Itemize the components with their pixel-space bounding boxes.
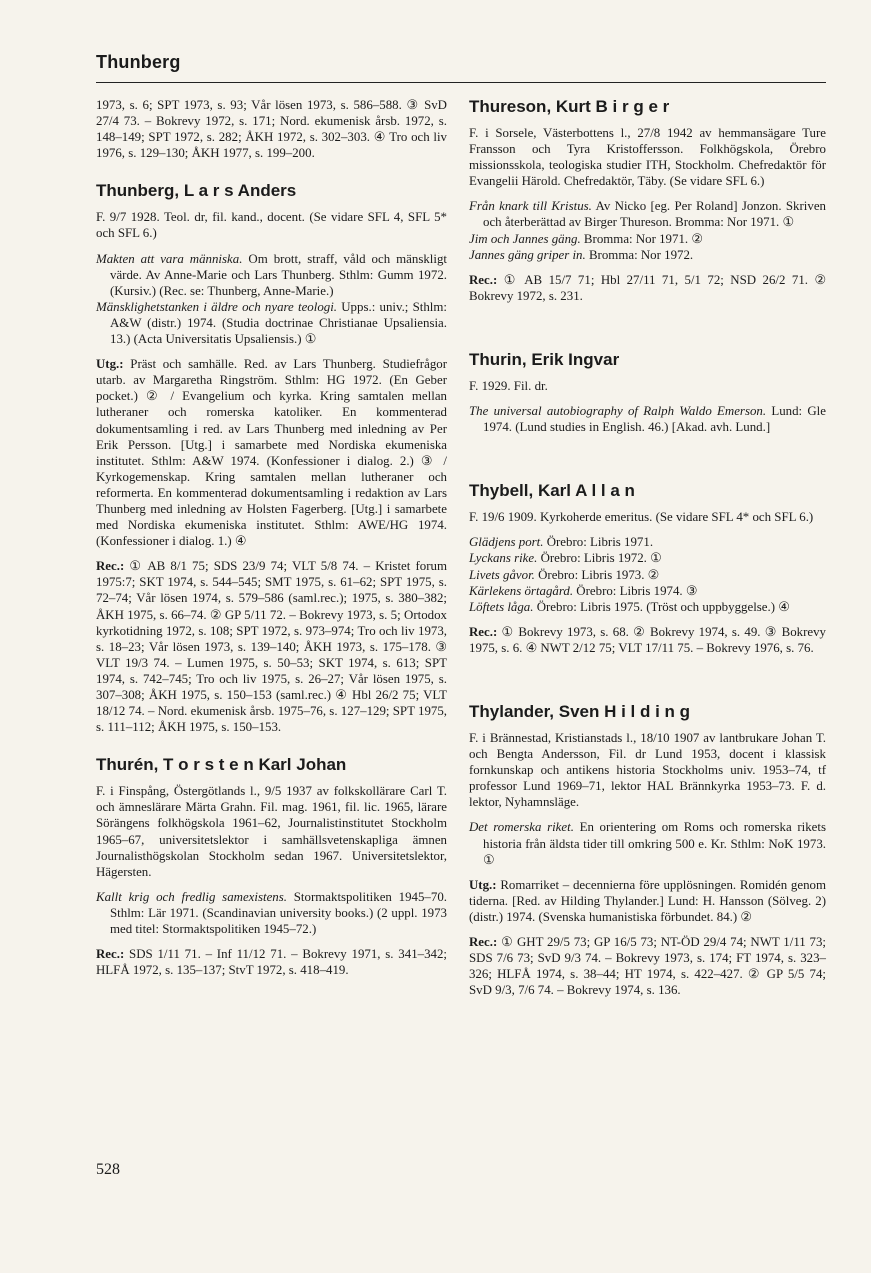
rec-text: ① Bokrevy 1973, s. 68. ② Bokrevy 1974, s. 49. ③ Bokrevy 1975, s. 6. ④ NWT 2/12 75; VLT 17/11 75. – Bokrevy 1976, s. 76.	[469, 624, 826, 655]
entry-thunberg-lars	[96, 181, 447, 735]
work-details: Upps.: univ.; Sthlm: A&W (distr.) 1974. (Studia doctrinae Christianae Upsaliensia. 13.) (Acta Universitatis Upsaliensis.) ①	[110, 299, 447, 347]
work-details: Örebro: Libris 1975. (Tröst och uppbyggelse.) ④	[533, 599, 790, 614]
rec-label: Rec.:	[96, 559, 125, 574]
continued-reviews: 1973, s. 6; SPT 1973, s. 93; Vår lösen 1973, s. 586–588. ③ SvD 27/4 73. – Bokrevy 1972, s. 171; Nord. ekumenisk årsb. 1972, s. 148–149; SPT 1972, s. 282; ÅKH 1972, s. 302–303. ④ Tro och liv 1976, s. 129–130; ÅKH 1977, s. 199–200.	[96, 98, 447, 161]
rec-label: Rec.:	[469, 935, 498, 949]
header-rule	[96, 82, 826, 83]
right-column	[469, 97, 826, 998]
entry-bio: F. 19/6 1909. Kyrkoherde emeritus. (Se vidare SFL 4* och SFL 6.)	[469, 510, 814, 525]
work-details: Örebro: Libris 1972. ①	[537, 551, 662, 566]
work-title: The universal autobiography of Ralph Waldo Emerson.	[469, 404, 767, 419]
work-details: Stormaktspolitiken 1945–70. Sthlm: Lär 1971. (Scandinavian university books.) (2 uppl. 1973 med titel: Stormaktspolitiken 1945–72.)	[110, 889, 447, 937]
running-head: Thunberg	[96, 52, 181, 72]
reviews-section	[96, 558, 447, 735]
work-item	[469, 819, 826, 867]
utg-text: Präst och samhälle. Red. av Lars Thunberg. Studiefrågor utarb. av Margaretha Ringström. Sthlm: HG 1972. (En Geber pocket.) ② / Evangelium och kyrka. Kring samtalen mellan lutheraner och romerska katoliker. En kommenterad dokumentsamling i red. av Lars Thunberg med inledning av Per Erik Persson. [Utg.] i samarbete med Nordiska ekumeniska institutet. Sthlm: A&W 1974. (Konfessioner i dialog. 2.) ③ / Kyrkogemenskap. Kring samtalen mellan lutheraner och reformerta. En kommenterad dokumentsamling i redaktion av Lars Thunberg med inledning av Holsten Fagerberg. [Utg.] i samarbete med Nordiska ekumeniska institutet. Sthlm: AWE/HG 1974. (Konfessioner i dialog. 1.) ④	[96, 357, 447, 549]
utg-label: Utg.:	[469, 877, 497, 892]
rec-text: ① AB 8/1 75; SDS 23/9 74; VLT 5/8 74. – Kristet forum 1975:7; SKT 1974, s. 544–545; SMT 1975, s. 61–62; SPT 1975, s. 72–74; Vår lösen 1974, s. 579–586 (saml.rec.); 1975, s. 380–382; ÅKH 1975, s. 66–74. ② GP 5/11 72. – Bokrevy 1973, s. 5; Ortodox kyrkotidning 1972, s. 108; SPT 1972, s. 973–974; Tro och liv 1973, s. 18–23; Vår lösen 1973, s. 139–140; ÅKH 1973, s. 175–178. ③ VLT 19/3 74. – Lumen 1975, s. 50–53; SKT 1974, s. 613; SPT 1974, s. 742–745; Tro och liv 1975, s. 26–27; Vår lösen 1975, s. 307–308; ÅKH 1975, s. 150–153 (saml.rec.) ④ Hbl 26/2 75; VLT 18/12 74. – Nord. ekumenisk årsb. 1975–76, s. 127–129; SPT 1975, s. 111–112; ÅKH 1975, s. 150–153.	[96, 559, 447, 735]
work-title: Från knark till Kristus.	[469, 199, 592, 214]
reviews-section	[469, 624, 826, 656]
entry-thybell	[469, 481, 826, 656]
entry-bio: F. i Sorsele, Västerbottens l., 27/8 1942 av hemmansägare Ture Fransson och Tyra Kristoffersson. Folkhögskola, Örebro missionsskola, teologiska studier ITH, Stockholm. Chefredaktör för Evangelii Härold. Chefredaktör, Täby. (Se vidare SFL 6.)	[469, 126, 826, 189]
work-details: Bromma: Nor 1972.	[585, 247, 694, 262]
left-column	[96, 97, 447, 978]
entry-heading: Thurin, Erik Ingvar	[469, 349, 620, 369]
work-title: Kärlekens örtagård.	[469, 583, 574, 598]
rec-text: ① GHT 29/5 73; GP 16/5 73; NT-ÖD 29/4 74; NWT 1/11 73; SDS 7/6 73; SvD 9/3 74. – Bokrevy 1973, s. 174; FT 1974, s. 323–326; HLFÅ 1974, s. 38–44; HT 1974, s. 422–427. ② GP 5/5 74; SvD 9/3, 7/6 74. – Bokrevy 1974, s. 136.	[469, 935, 826, 998]
work-item	[469, 567, 826, 583]
work-item	[96, 251, 447, 299]
work-details: Örebro: Libris 1971.	[543, 535, 654, 550]
work-title: Lyckans rike.	[469, 551, 538, 566]
entry-bio: F. i Brännestad, Kristianstads l., 18/10 1907 av lantbrukare Johan T. och Bengta Andersson, Fil. dr Lund 1953, docent i klassisk fornkunskap och antikens historia Stockholms univ. 1953–74, tf professor Lund 1969–71, lektor HAL Brännkyrka 1953–73. F. d. lektor, Nyhamnsläge.	[469, 730, 826, 810]
work-item	[96, 889, 447, 937]
work-details: Örebro: Libris 1973. ②	[534, 567, 660, 582]
utg-text: Romarriket – decennierna före upplösningen. Romidén genom tiderna. [Red. av Hilding Thylander.] Lund: H. Hansson (Sölveg. 2) (distr.) 1974. (Svenska humanistiska förbundet. 84.) ②	[469, 877, 826, 924]
reviews-section	[96, 946, 447, 978]
work-title: Löftets låga.	[469, 599, 534, 614]
work-item	[469, 231, 826, 247]
entry-bio: F. 9/7 1928. Teol. dr, fil. kand., docent. (Se vidare SFL 4, SFL 5* och SFL 6.)	[96, 210, 447, 241]
entry-heading: Thylander, Sven H i l d i n g	[469, 701, 691, 721]
work-title: Mänsklighetstanken i äldre och nyare teologi.	[96, 299, 338, 314]
entry-bio: F. 1929. Fil. dr.	[469, 378, 548, 393]
work-details: Lund: Gle 1974. (Lund studies in English. 46.) [Akad. avh. Lund.]	[483, 404, 826, 435]
entry-thureson	[469, 97, 826, 304]
rec-text: ① AB 15/7 71; Hbl 27/11 71, 5/1 72; NSD 26/2 71. ② Bokrevy 1972, s. 231.	[469, 272, 826, 303]
utg-label: Utg.:	[96, 357, 124, 372]
reviews-section	[469, 272, 826, 304]
work-title: Glädjens port.	[469, 535, 544, 550]
work-details: Av Nicko [eg. Per Roland] Jonzon. Skriven och återberättad av Birger Thureson. Bromma: Nor 1971. ①	[483, 199, 826, 230]
editor-section	[96, 356, 447, 549]
work-details: Örebro: Libris 1974. ③	[573, 583, 698, 598]
work-item	[469, 198, 826, 230]
work-title: Makten att vara människa.	[96, 251, 243, 266]
entry-heading: Thureson, Kurt B i r g e r	[469, 97, 670, 116]
rec-text: SDS 1/11 71. – Inf 11/12 71. – Bokrevy 1971, s. 341–342; HLFÅ 1972, s. 135–137; StvT 1972, s. 418–419.	[96, 947, 447, 978]
entry-thurin	[469, 350, 826, 435]
work-title: Jim och Jannes gäng.	[469, 231, 581, 246]
work-title: Det romerska riket.	[469, 820, 574, 835]
entry-heading: Thybell, Karl A l l a n	[469, 481, 635, 501]
work-details: Om brott, straff, våld och mänskligt värde. Av Anne-Marie och Lars Thunberg. Sthlm: Gumm 1972. (Kursiv.) (Rec. se: Thunberg, Anne-Marie.)	[110, 251, 447, 298]
entry-thylander	[469, 702, 826, 998]
entry-bio: F. i Finspång, Östergötlands l., 9/5 1937 av folkskollärare Carl T. och ämneslärare Märta Grahn. Fil. mag. 1961, fil. lic. 1965, lärare Sörängens folkhögskola 1961–62, Journalistinstitutet Stockholm 1965–67, universitetslektor i samhällsvetenskapliga ämnen Journalisthögskolan Stockholm sedan 1967. Universitetslektor, Hägersten.	[96, 784, 447, 879]
work-item	[96, 299, 447, 347]
work-item	[469, 247, 826, 263]
entry-thuren	[96, 755, 447, 978]
editor-section	[469, 877, 826, 925]
work-details: En orientering om Roms och romerska rikets historia från äldsta tider till omkring 500 e. Kr. Sthlm: NoK 1973. ①	[483, 820, 826, 867]
work-title: Livets gåvor.	[469, 567, 535, 582]
entry-heading: Thurén, T o r s t e n Karl Johan	[96, 755, 347, 775]
page-number: 528	[96, 1161, 120, 1178]
work-item	[469, 403, 826, 435]
rec-label: Rec.:	[96, 947, 125, 962]
rec-label: Rec.:	[469, 272, 498, 287]
entry-heading: Thunberg, L a r s Anders	[96, 181, 297, 201]
work-item	[469, 534, 826, 550]
work-details: Bromma: Nor 1971. ②	[580, 231, 703, 246]
work-title: Kallt krig och fredlig samexistens.	[96, 889, 287, 904]
work-item	[469, 599, 826, 615]
work-item	[469, 550, 826, 566]
work-title: Jannes gäng griper in.	[469, 247, 586, 262]
rec-label: Rec.:	[469, 624, 498, 639]
reviews-section	[469, 934, 826, 998]
work-item	[469, 583, 826, 599]
